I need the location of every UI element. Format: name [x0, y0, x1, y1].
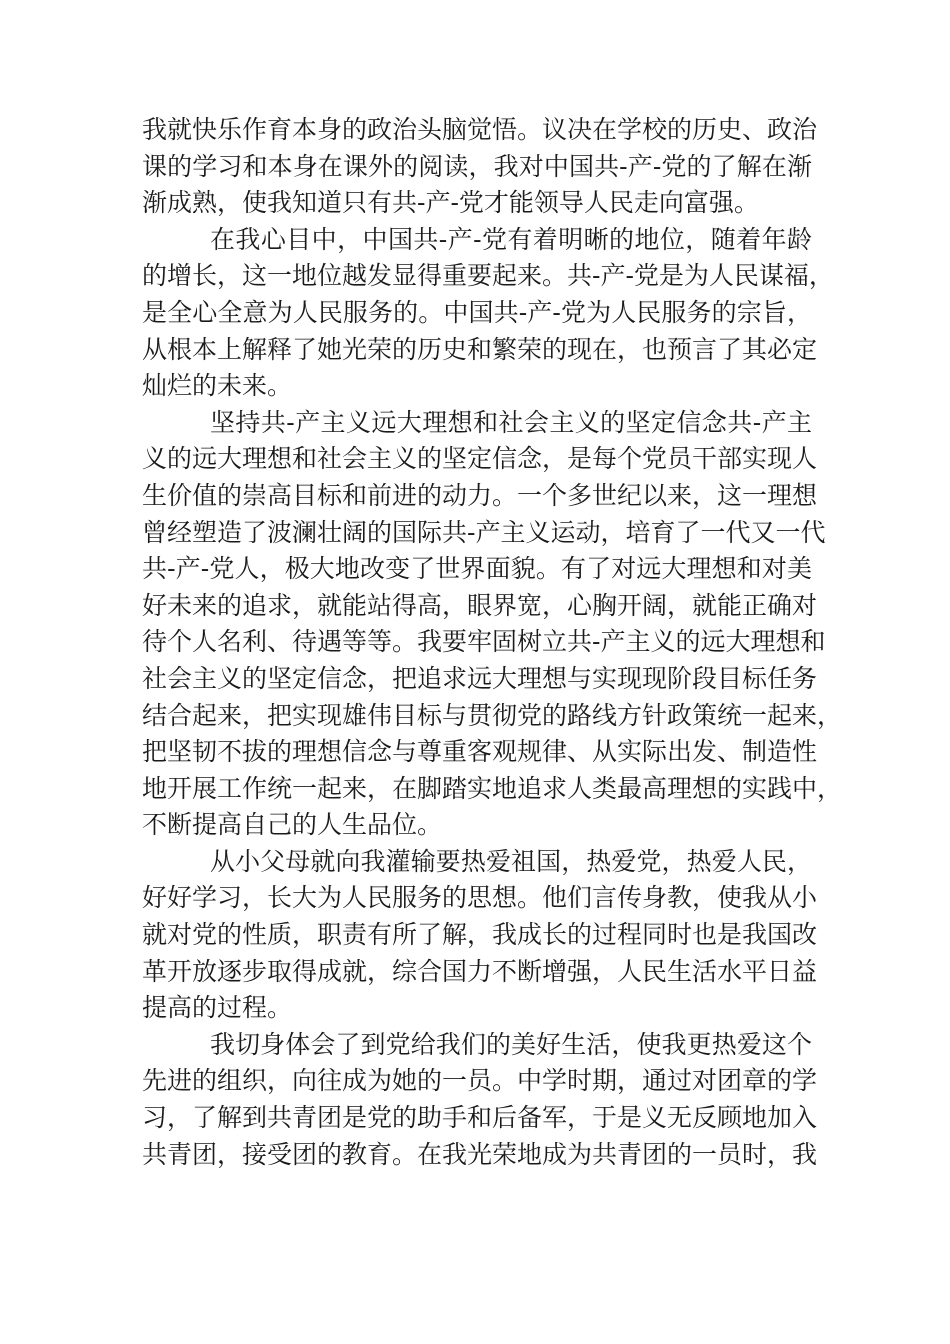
text-line: 社会主义的坚定信念，把追求远大理想与实现现阶段目标任务 [142, 663, 818, 693]
text-line: 从小父母就向我灌输要热爱祖国，热爱党，热爱人民， [210, 846, 812, 876]
text-line: 义的远大理想和社会主义的坚定信念，是每个党员干部实现人 [142, 444, 818, 474]
text-line: 我就快乐作育本身的政治头脑觉悟。议决在学校的历史、政治 [142, 115, 818, 144]
text-line: 地开展工作统一起来，在脚踏实地追求人类最高理想的实践中， [142, 773, 843, 803]
text-line: 好好学习，长大为人民服务的思想。他们言传身教，使我从小 [142, 883, 818, 913]
text-line: 就对党的性质，职责有所了解，我成长的过程同时也是我国改 [142, 920, 818, 950]
text-line: 课的学习和本身在课外的阅读，我对中国共-产-党的了解在渐 [142, 151, 812, 181]
text-line: 曾经塑造了波澜壮阔的国际共-产主义运动，培育了一代又一代 [142, 517, 826, 547]
text-line: 坚持共-产主义远大理想和社会主义的坚定信念共-产主 [210, 407, 812, 437]
text-line: 我切身体会了到党给我们的美好生活，使我更热爱这个 [210, 1029, 812, 1059]
text-line: 在我心目中，中国共-产-党有着明晰的地位，随着年龄 [210, 224, 812, 254]
text-line: 的增长，这一地位越发显得重要起来。共-产-党是为人民谋福， [142, 261, 834, 291]
text-line: 是全心全意为人民服务的。中国共-产-党为人民服务的宗旨， [142, 297, 812, 327]
text-line: 生价值的崇高目标和前进的动力。一个多世纪以来，这一理想 [142, 480, 818, 510]
text-line: 习，了解到共青团是党的助手和后备军，于是义无反顾地加入 [142, 1103, 818, 1133]
text-line: 不断提高自己的人生品位。 [142, 810, 443, 840]
text-line: 好未来的追求，就能站得高，眼界宽，心胸开阔，就能正确对 [142, 590, 818, 620]
text-line: 把坚韧不拔的理想信念与尊重客观规律、从实际出发、制造性 [142, 737, 818, 767]
text-line: 渐成熟，使我知道只有共-产-党才能领导人民走向富强。 [142, 188, 759, 218]
text-line: 共-产-党人，极大地改变了世界面貌。有了对远大理想和对美 [142, 554, 812, 584]
text-line: 待个人名利、待遇等等。我要牢固树立共-产主义的远大理想和 [142, 627, 826, 657]
text-line: 结合起来，把实现雄伟目标与贯彻党的路线方针政策统一起来， [142, 700, 843, 730]
text-line: 共青团，接受团的教育。在我光荣地成为共青团的一员时，我 [142, 1139, 818, 1169]
text-line: 先进的组织，向往成为她的一员。中学时期，通过对团章的学 [142, 1066, 818, 1096]
text-line: 革开放逐步取得成就，综合国力不断增强，人民生活水平日益 [142, 956, 818, 986]
text-line: 从根本上解释了她光荣的历史和繁荣的现在，也预言了其必定 [142, 334, 818, 364]
text-line: 提高的过程。 [142, 993, 293, 1023]
text-line: 灿烂的未来。 [142, 371, 293, 401]
document-body [142, 112, 843, 1173]
